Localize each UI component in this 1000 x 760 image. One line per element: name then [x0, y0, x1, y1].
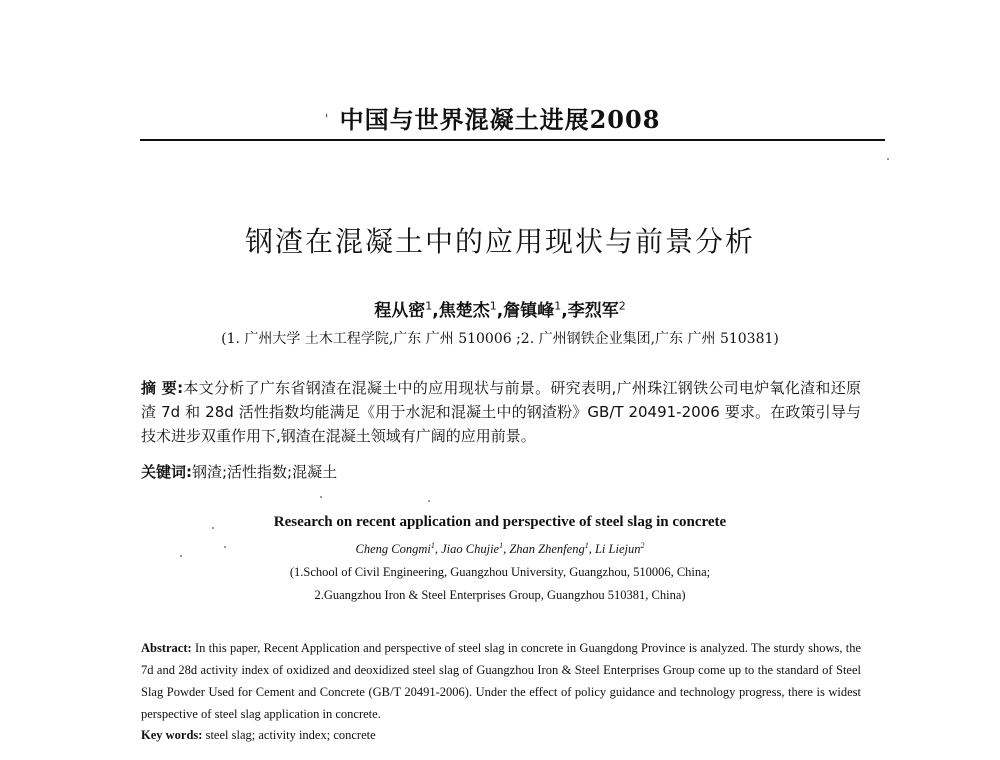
- keywords-en-text: steel slag; activity index; concrete: [205, 728, 376, 742]
- keywords-cn: [141, 460, 861, 484]
- affiliation-cn: (1. 广州大学 土木工程学院,广东 广州 510006 ;2. 广州钢铁企业集团,广东 广州 510381): [221, 331, 779, 347]
- keywords-en: [141, 724, 861, 746]
- author-en: Jiao Chujie: [441, 542, 500, 557]
- authors-cn: 程从密$^1$,焦楚杰$^1$,詹镇峰$^1$,李烈军$^2$: [374, 299, 626, 321]
- author-affil-sup: 2: [618, 299, 626, 313]
- author-affil-sup: 1: [584, 541, 589, 550]
- abstract-en-text: In this paper, Recent Application and perspective of steel slag in concrete in Guangdong Province is analyzed. The sturdy shows, the 7d and 28d activity index of oxidized and deoxidized steel slag of Guangzhou Iron & Steel Enterprises Group come up to the standard of Steel Slag Powder Used for Cement and Concrete (GB/T 20491-2006). Under the effect of policy guidance and technology progress, there is widest perspective of steel slag application in concrete.: [141, 641, 862, 721]
- paper-title-cn: 钢渣在混凝土中的应用现状与前景分析: [244, 225, 755, 258]
- author-cn: 李烈军: [567, 301, 619, 321]
- scan-speck: [224, 546, 226, 548]
- scan-speck: [428, 500, 430, 502]
- header-rule: [140, 139, 885, 141]
- author-en: Li Liejun: [594, 542, 641, 557]
- abstract-en: [141, 637, 861, 725]
- journal-header-title: 中国与世界混凝土进展2008: [339, 105, 661, 134]
- scan-speck: [212, 527, 214, 529]
- author-affil-sup: 1: [499, 541, 504, 550]
- author-cn: 焦楚杰: [438, 301, 490, 321]
- affiliation-en-line2: 2.Guangzhou Iron & Steel Enterprises Group, Guangzhou 510381, China): [314, 588, 686, 602]
- keywords-cn-text: 钢渣;活性指数;混凝土: [192, 463, 338, 481]
- author-cn: 程从密: [374, 301, 426, 321]
- paper-title-en: Research on recent application and perspective of steel slag in concrete: [273, 514, 727, 530]
- author-affil-sup: 1: [430, 541, 435, 550]
- affiliation-en-line1: (1.School of Civil Engineering, Guangzhou University, Guangzhou, 510006, China;: [289, 565, 711, 579]
- scan-speck: [180, 555, 182, 557]
- abstract-en-label: Abstract:: [141, 641, 192, 655]
- author-affil-sup: 1: [425, 299, 433, 313]
- abstract-cn-text: 本文分析了广东省钢渣在混凝土中的应用现状与前景。研究表明,广州珠江钢铁公司电炉氧化渣和还原渣 7d 和 28d 活性指数均能满足《用于水泥和混凝土中的钢渣粉》GB/T 20491-2006 要求。在政策引导与技术进步双重作用下,钢渣在混凝土领域有广阔的应用前景。: [141, 379, 861, 445]
- scan-mark: ': [325, 112, 329, 126]
- keywords-en-label: Key words:: [141, 728, 203, 742]
- scan-speck: [320, 496, 322, 498]
- abstract-cn-label: 摘 要:: [141, 379, 184, 397]
- abstract-cn: [141, 376, 861, 448]
- scan-speck: [887, 158, 889, 160]
- author-affil-sup: 1: [489, 299, 497, 313]
- author-affil-sup: 1: [554, 299, 562, 313]
- authors-en: Cheng Congmi$^1$, Jiao Chujie$^1$, Zhan Zhenfeng$^1$, Li Liejun$^2$: [355, 541, 645, 557]
- author-affil-sup: 2: [640, 541, 645, 550]
- author-cn: 詹镇峰: [503, 301, 555, 321]
- author-en: Cheng Congmi: [355, 542, 431, 557]
- author-en: Zhan Zhenfeng: [509, 542, 585, 557]
- keywords-cn-label: 关键词:: [141, 463, 192, 481]
